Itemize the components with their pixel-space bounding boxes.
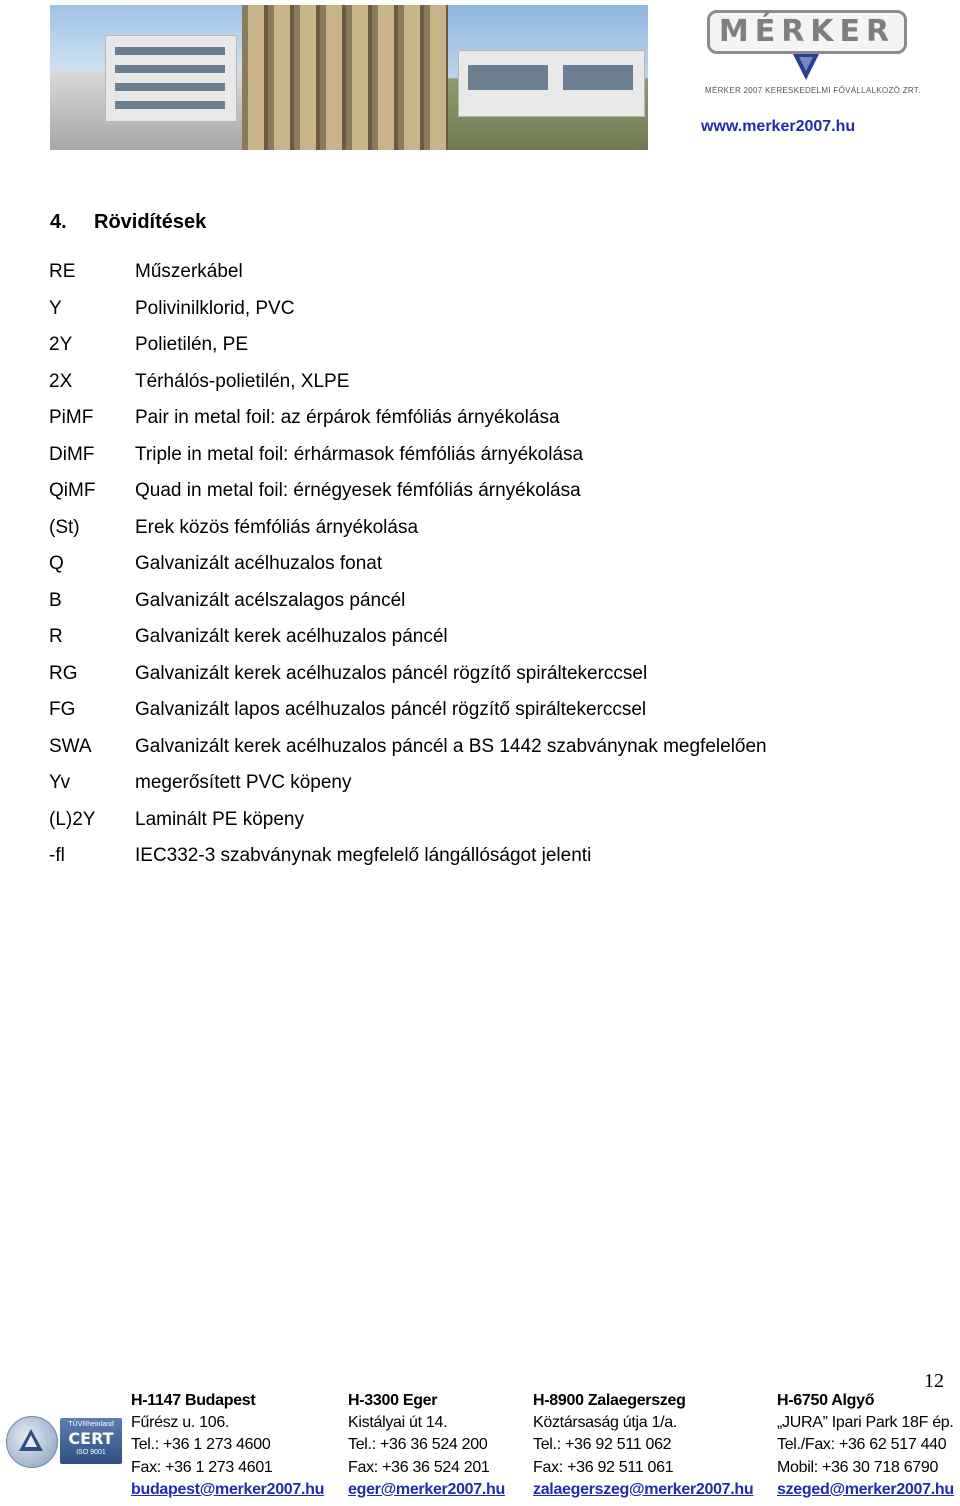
- warehouse-photo: [242, 5, 448, 150]
- contact-zalaegerszeg: [533, 1390, 753, 1501]
- abbreviation-description: Pair in metal foil: az érpárok fémfóliás árnyékolása: [135, 407, 560, 428]
- abbreviation-code: RE: [49, 261, 76, 282]
- abbreviation-description: Galvanizált lapos acélhuzalos páncél rögzítő spiráltekerccsel: [135, 699, 647, 720]
- cert-badge: [60, 1418, 122, 1464]
- abbreviation-code: SWA: [49, 735, 92, 757]
- abbreviation-row: [49, 663, 929, 700]
- page-number: 12: [924, 1370, 944, 1392]
- abbreviation-row: [49, 553, 929, 590]
- abbreviation-row: [49, 407, 929, 444]
- abbreviation-row: [49, 480, 929, 517]
- contact-fax: Fax: +36 36 524 201: [348, 1458, 490, 1476]
- building-photo-2: [448, 5, 648, 150]
- contact-eger: [348, 1390, 505, 1501]
- abbreviation-description: Triple in metal foil: érhármasok fémfóliás árnyékolása: [135, 443, 584, 465]
- cert-issuer: TÜVRheinland: [68, 1421, 114, 1428]
- abbreviation-description: IEC332-3 szabványnak megfelelő lángállóságot jelenti: [135, 845, 592, 866]
- contact-algyo: [777, 1390, 954, 1501]
- abbreviation-description: Polivinilklorid, PVC: [135, 297, 295, 319]
- abbreviation-row: [49, 371, 929, 408]
- abbreviation-row: [49, 444, 929, 481]
- abbreviation-code: FG: [49, 699, 76, 720]
- contact-phone: Tel.: +36 92 511 062: [533, 1436, 672, 1454]
- website-link[interactable]: www.merker2007.hu: [701, 118, 856, 135]
- abbreviation-list: [49, 261, 929, 882]
- abbreviation-code: 2X: [49, 370, 73, 392]
- contact-email-link[interactable]: budapest@merker2007.hu: [131, 1480, 325, 1498]
- abbreviation-description: Polietilén, PE: [135, 334, 249, 355]
- company-logo: [705, 8, 921, 100]
- abbreviation-row: [49, 626, 929, 663]
- abbreviation-row: [49, 334, 929, 371]
- abbreviation-code: Yv: [49, 772, 71, 793]
- abbreviation-code: R: [49, 626, 63, 647]
- contact-email-link[interactable]: eger@merker2007.hu: [348, 1480, 505, 1498]
- abbreviation-row: [49, 845, 929, 882]
- cert-label: CERT: [68, 1429, 114, 1448]
- cert-triangle-icon: [18, 1428, 44, 1452]
- abbreviation-code: DiMF: [49, 443, 95, 465]
- abbreviation-description: Galvanizált acélhuzalos fonat: [135, 553, 383, 574]
- abbreviation-code: RG: [49, 662, 78, 684]
- abbreviation-description: Laminált PE köpeny: [135, 808, 304, 830]
- abbreviation-description: Erek közös fémfóliás árnyékolása: [135, 516, 419, 538]
- section-heading: Rövidítések: [94, 211, 207, 233]
- contact-phone: Tel.: +36 36 524 200: [348, 1436, 488, 1454]
- abbreviation-description: Galvanizált kerek acélhuzalos páncél rögzítő spiráltekerccsel: [135, 662, 648, 684]
- abbreviation-description: megerősített PVC köpeny: [135, 772, 352, 793]
- contact-fax: Fax: +36 1 273 4601: [131, 1458, 273, 1476]
- building-photo-1: [50, 5, 242, 150]
- abbreviation-code: PiMF: [49, 407, 94, 428]
- abbreviation-row: [49, 699, 929, 736]
- contact-fax: Mobil: +36 30 718 6790: [777, 1458, 939, 1476]
- section-title: [50, 211, 206, 234]
- abbreviation-code: Y: [49, 297, 62, 319]
- contact-address: Fűrész u. 106.: [131, 1414, 230, 1432]
- abbreviation-description: Műszerkábel: [135, 261, 243, 282]
- abbreviation-code: B: [49, 589, 62, 611]
- abbreviation-row: [49, 809, 929, 846]
- abbreviation-code: Q: [49, 553, 64, 574]
- abbreviation-row: [49, 517, 929, 554]
- logo-text: MÉRKER: [718, 14, 896, 49]
- contact-email-link[interactable]: szeged@merker2007.hu: [777, 1480, 954, 1498]
- contact-city: H-8900 Zalaegerszeg: [533, 1392, 686, 1409]
- contact-city: H-1147 Budapest: [131, 1392, 256, 1409]
- contact-address: Köztársaság útja 1/a.: [533, 1414, 678, 1432]
- logo-subtitle: MÉRKER 2007 KERESKEDELMI FŐVÁLLALKOZÓ ZRT.: [705, 86, 921, 95]
- abbreviation-code: (St): [49, 516, 80, 538]
- abbreviation-description: Quad in metal foil: érnégyesek fémfóliás árnyékolása: [135, 480, 581, 501]
- contact-fax: Fax: +36 92 511 061: [533, 1458, 674, 1476]
- section-number: 4.: [50, 211, 67, 233]
- abbreviation-description: Térhálós-polietilén, XLPE: [135, 370, 350, 392]
- abbreviation-description: Galvanizált acélszalagos páncél: [135, 589, 406, 611]
- abbreviation-description: Galvanizált kerek acélhuzalos páncél: [135, 626, 448, 647]
- abbreviation-code: QiMF: [49, 480, 96, 501]
- contact-city: H-3300 Eger: [348, 1392, 438, 1409]
- abbreviation-code: 2Y: [49, 334, 73, 355]
- abbreviation-row: [49, 772, 929, 809]
- logo-shield-icon: [791, 52, 821, 82]
- abbreviation-code: (L)2Y: [49, 808, 96, 830]
- contact-budapest: [131, 1390, 324, 1501]
- logo-wordmark-box: [707, 10, 907, 54]
- contact-phone: Tel.: +36 1 273 4600: [131, 1436, 271, 1454]
- cert-standard: ISO 9001: [76, 1449, 106, 1456]
- abbreviation-row: [49, 298, 929, 335]
- abbreviation-description: Galvanizált kerek acélhuzalos páncél a BS 1442 szabványnak megfelelően: [135, 735, 767, 757]
- abbreviation-row: [49, 590, 929, 627]
- contact-phone: Tel./Fax: +36 62 517 440: [777, 1436, 947, 1454]
- contact-address: „JURA” Ipari Park 18F ép.: [777, 1414, 954, 1432]
- abbreviation-code: -fl: [49, 845, 65, 866]
- abbreviation-row: [49, 736, 929, 773]
- header-photo-strip: [50, 5, 648, 150]
- certification-logo: [4, 1410, 124, 1476]
- contact-city: H-6750 Algyő: [777, 1392, 875, 1409]
- contact-email-link[interactable]: zalaegerszeg@merker2007.hu: [533, 1480, 754, 1498]
- contact-address: Kistályai út 14.: [348, 1414, 448, 1432]
- abbreviation-row: [49, 261, 929, 298]
